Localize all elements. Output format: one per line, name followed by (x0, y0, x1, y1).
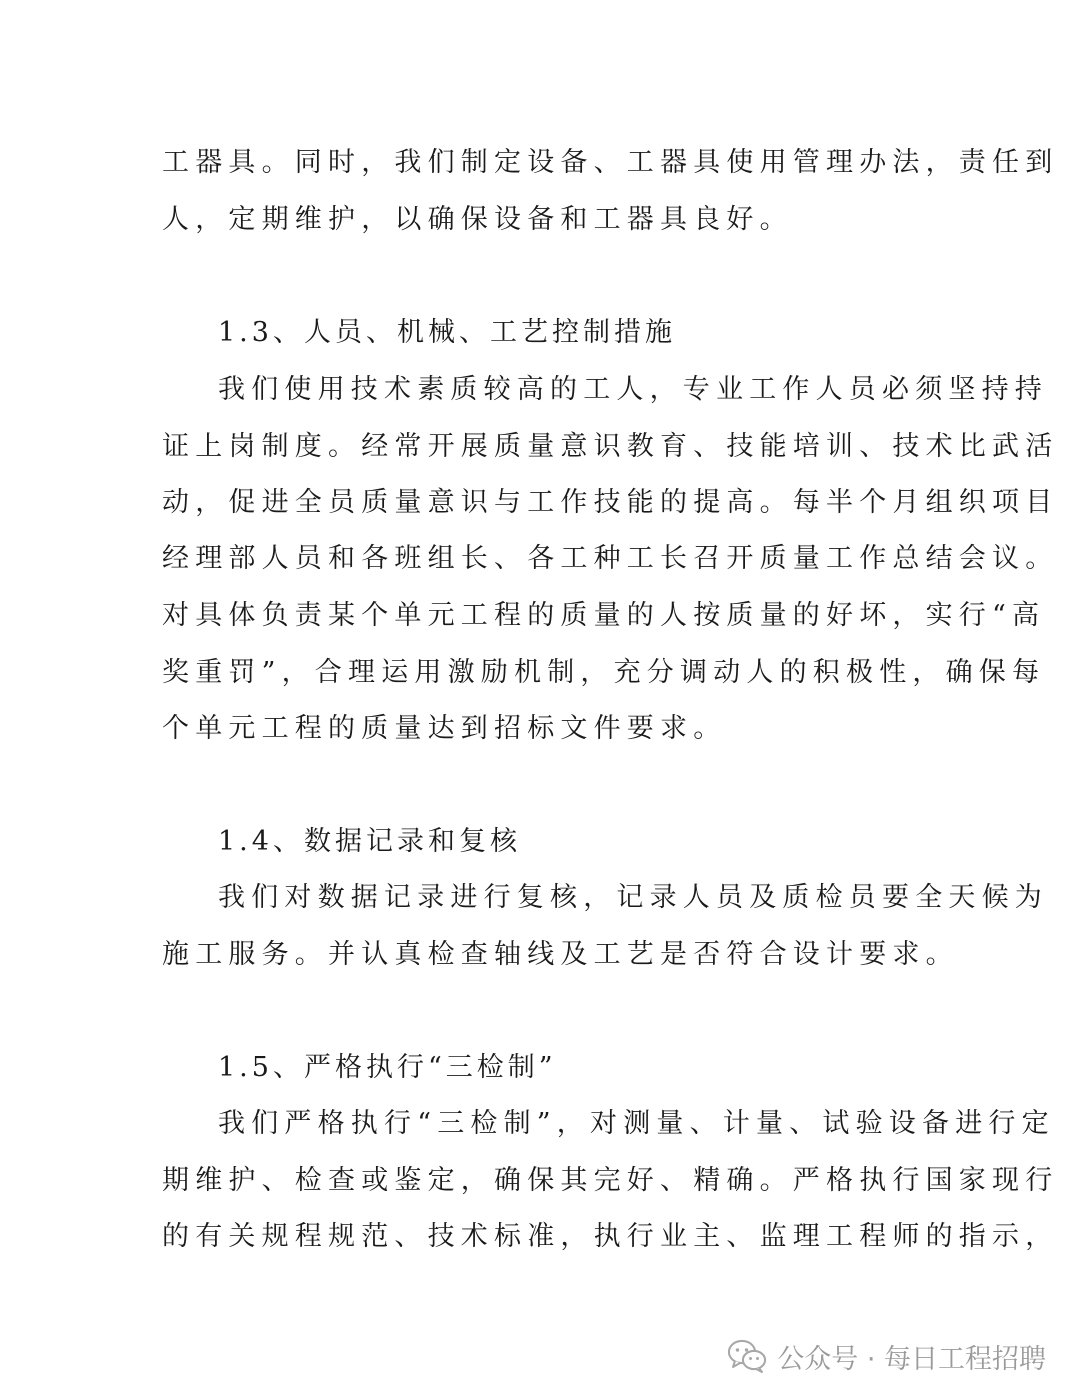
paragraph-line: 我们对数据记录进行复核，记录人员及质检员要全天候为 (218, 882, 1048, 913)
paragraph-line: 对具体负责某个单元工程的质量的人按质量的好坏，实行“高 (162, 600, 1046, 631)
paragraph-line: 的有关规程规范、技术标准，执行业主、监理工程师的指示， (162, 1221, 1059, 1252)
section-heading-1-5: 1.5、严格执行“三检制” (218, 1052, 557, 1083)
paragraph-line: 经理部人员和各班组长、各工种工长召开质量工作总结会议。 (162, 543, 1059, 574)
section-heading-1-3: 1.3、人员、机械、工艺控制措施 (218, 317, 676, 348)
wechat-icon (727, 1339, 767, 1373)
watermark (727, 1336, 1046, 1376)
watermark-text: 公众号 · 每日工程招聘 (777, 1343, 1046, 1375)
paragraph-line: 我们严格执行“三检制”，对测量、计量、试验设备进行定 (218, 1108, 1055, 1139)
paragraph-line: 工器具。同时，我们制定设备、工器具使用管理办法，责任到 (162, 147, 1059, 178)
paragraph-line: 奖重罚”，合理运用激励机制，充分调动人的积极性，确保每 (162, 657, 1046, 688)
paragraph-line: 个单元工程的质量达到招标文件要求。 (162, 713, 727, 744)
paragraph-line: 施工服务。并认真检查轴线及工艺是否符合设计要求。 (162, 939, 959, 970)
section-heading-1-4: 1.4、数据记录和复核 (218, 826, 521, 857)
paragraph-line: 期维护、检查或鉴定，确保其完好、精确。严格执行国家现行 (162, 1165, 1059, 1196)
paragraph-line: 人，定期维护，以确保设备和工器具良好。 (162, 204, 793, 235)
paragraph-line: 动，促进全员质量意识与工作技能的提高。每半个月组织项目 (162, 487, 1059, 518)
paragraph-line: 证上岗制度。经常开展质量意识教育、技能培训、技术比武活 (162, 431, 1059, 462)
paragraph-line: 我们使用技术素质较高的工人，专业工作人员必须坚持持 (218, 374, 1048, 405)
